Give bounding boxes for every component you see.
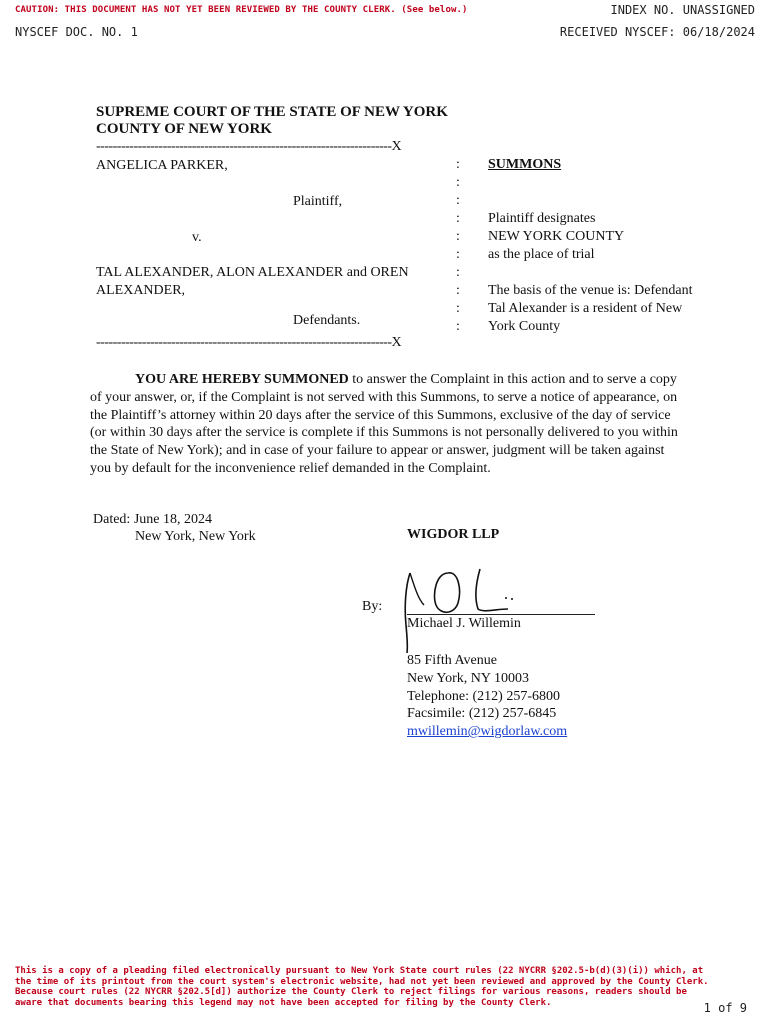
document-title: SUMMONS — [488, 157, 562, 172]
versus: v. — [192, 230, 202, 245]
caption-colon: : — [456, 319, 460, 334]
summons-paragraph — [90, 371, 682, 478]
handwritten-signature — [396, 565, 526, 660]
caption-colon: : — [456, 283, 460, 298]
summons-text: to answer the Complaint in this action and to serve a copy of your answer, or, if the Complaint is not served with this Summons, to serve a notice of appearance, on the Plaintiff’s attorney within 20 days after the service of this Summons, exclusive of the day of service (or within 30 days after the service is complete if this Summons is not personally delivered to you within the State of New York); and in case of your failure to appear or answer, judgment will be taken against you by default for the inconvenience relief demanded in the Complaint. — [90, 372, 678, 476]
county-name: COUNTY OF NEW YORK — [96, 121, 272, 137]
caption-colon: : — [456, 247, 460, 262]
plaintiff-role: Plaintiff, — [293, 194, 343, 209]
signature-line — [407, 614, 595, 615]
index-number: INDEX NO. UNASSIGNED — [610, 3, 755, 17]
caption-colon: : — [456, 211, 460, 226]
defendants-names-line2: ALEXANDER, — [96, 283, 186, 298]
caption-rule-bottom: -----------------------------------------------------------------------X — [96, 335, 402, 350]
plaintiff-name: ANGELICA PARKER, — [96, 158, 228, 173]
defendants-names-line1: TAL ALEXANDER, ALON ALEXANDER and OREN — [96, 265, 409, 280]
telephone: Telephone: (212) 257-6800 — [407, 688, 560, 704]
venue-basis — [488, 282, 693, 336]
venue-basis-line: York County — [488, 319, 561, 334]
caution-banner: CAUTION: THIS DOCUMENT HAS NOT YET BEEN REVIEWED BY THE COUNTY CLERK. (See below.) — [15, 5, 468, 15]
nyscef-doc-number: NYSCEF DOC. NO. 1 — [15, 25, 138, 39]
received-date: RECEIVED NYSCEF: 06/18/2024 — [559, 25, 755, 39]
court-heading — [96, 104, 448, 138]
firm-name: WIGDOR LLP — [407, 527, 500, 542]
address-line: New York, NY 10003 — [407, 670, 529, 686]
caption-colon: : — [456, 265, 460, 280]
signature-graphic — [396, 565, 526, 655]
dated-location: New York, New York — [135, 529, 256, 544]
dated-line: Dated: June 18, 2024 — [93, 512, 212, 527]
dated-block — [93, 511, 256, 545]
venue-basis-line: The basis of the venue is: Defendant — [488, 283, 693, 298]
caption-colon: : — [456, 175, 460, 190]
attorney-contact — [407, 652, 567, 741]
place-of-trial-line: NEW YORK COUNTY — [488, 229, 625, 244]
caption-colon: : — [456, 157, 460, 172]
caption-colon: : — [456, 229, 460, 244]
venue-basis-line: Tal Alexander is a resident of New — [488, 301, 683, 316]
defendants-role: Defendants. — [293, 313, 361, 328]
caption-rule-top: -----------------------------------------------------------------------X — [96, 139, 402, 154]
filing-notice: This is a copy of a pleading filed electronically pursuant to New York State court rules (22 NYCRR §202.5-b(d)(3)(i)) which, at the time of its printout from the court system's electronic website, had not yet been reviewed and approved by the County Clerk. Because court rules (22 NYCRR §202.5[d]) authorize the County Clerk to reject filings for various reasons, readers should be aware that documents bearing this legend may not have been accepted for filing by the County Clerk. — [15, 966, 709, 1008]
facsimile: Facsimile: (212) 257-6845 — [407, 706, 557, 722]
place-of-trial-line: as the place of trial — [488, 247, 595, 262]
by-label: By: — [362, 599, 383, 614]
signer-name: Michael J. Willemin — [407, 616, 521, 631]
place-of-trial — [488, 210, 624, 264]
caption-colon: : — [456, 301, 460, 316]
court-name: SUPREME COURT OF THE STATE OF NEW YORK — [96, 104, 448, 120]
page-number: 1 of 9 — [703, 1001, 747, 1015]
place-of-trial-line: Plaintiff designates — [488, 211, 596, 226]
address-line: 85 Fifth Avenue — [407, 653, 497, 668]
summons-lead: YOU ARE HEREBY SUMMONED — [135, 372, 349, 387]
caption-colon: : — [456, 193, 460, 208]
email-link[interactable]: mwillemin@wigdorlaw.com — [407, 724, 568, 740]
